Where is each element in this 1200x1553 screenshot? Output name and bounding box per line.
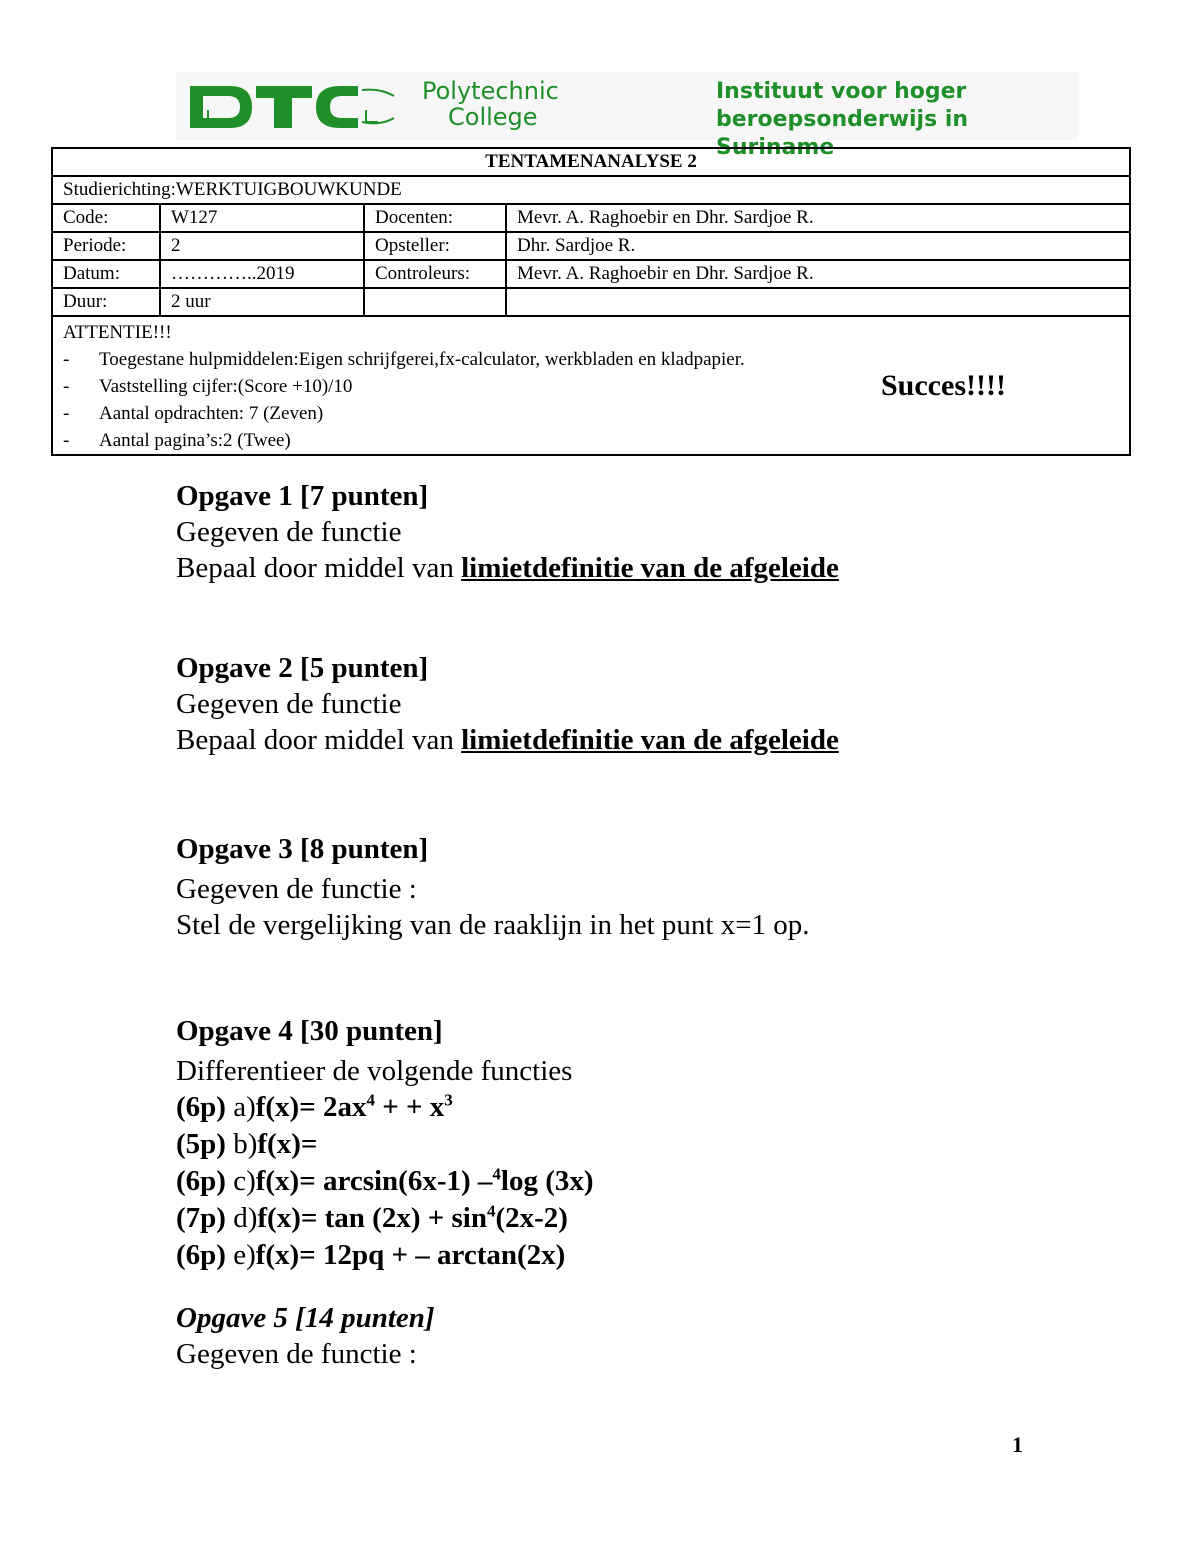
function-b: (5p) b)f(x)=	[176, 1128, 318, 1160]
opgave-text: Gegeven de functie :	[176, 1338, 417, 1370]
row-value2	[506, 288, 1130, 316]
row-label2: Opsteller:	[364, 232, 506, 260]
row-label2: Docenten:	[364, 204, 506, 232]
list-item: - Aantal opdrachten: 7 (Zeven)	[63, 403, 324, 424]
opgave-5	[176, 1300, 839, 1372]
row-value2: Mevr. A. Raghoebir en Dhr. Sardjoe R.	[506, 204, 1130, 232]
row-label2: Controleurs:	[364, 260, 506, 288]
function-d: (7p) $d)f(x)= \tan (2x) + \sin^4(2x-2)$	[176, 1201, 568, 1234]
college-line1: Polytechnic	[422, 77, 559, 105]
institute-line2: beroepsonderwijs in Suriname	[716, 107, 969, 160]
row-value: 2 uur	[160, 288, 364, 316]
opgave-text: Stel de vergelijking van de raaklijn in het punt x=1 op.	[176, 909, 810, 941]
row-label: Periode:	[52, 232, 160, 260]
exam-title: TENTAMENANALYSE 2	[52, 148, 1130, 176]
opgave-heading: Opgave 4 [30 punten]	[176, 1015, 443, 1047]
function-c: (6p) c)f(x)= arcsin(6x-1) –$^4$log (3x)	[176, 1164, 594, 1197]
row-value: 2	[160, 232, 364, 260]
opgave-3	[176, 831, 839, 943]
list-item: - Aantal pagina’s:2 (Twee)	[63, 430, 291, 451]
function-e: (6p) e)f(x)= 12pq + – arctan(2x)	[176, 1239, 566, 1271]
row-label2	[364, 288, 506, 316]
studierichting: Studierichting:WERKTUIGBOUWKUNDE	[52, 176, 1130, 204]
exam-info-table	[51, 147, 1131, 456]
attentie-block	[52, 316, 1130, 455]
list-item: - Toegestane hulpmiddelen:Eigen schrijfgerei,fx-calculator, werkbladen en kladpapier.	[63, 349, 745, 370]
college-name	[422, 78, 559, 130]
opgave-text: Gegeven de functie	[176, 688, 402, 720]
opgave-heading: Opgave 2 [5 punten]	[176, 652, 429, 684]
row-value: …………..2019	[160, 260, 364, 288]
opgave-2	[176, 650, 839, 758]
row-value2: Dhr. Sardjoe R.	[506, 232, 1130, 260]
function-a: (6p) $a)f(x)= 2ax^4$ + + $x^3$	[176, 1090, 453, 1123]
attentie-heading: ATTENTIE!!!	[63, 322, 172, 343]
opgave-4	[176, 1013, 839, 1274]
college-line2: College	[448, 103, 538, 131]
row-label: Duur:	[52, 288, 160, 316]
row-label: Code:	[52, 204, 160, 232]
row-label: Datum:	[52, 260, 160, 288]
opgave-1	[176, 478, 839, 586]
table-row	[52, 204, 1130, 232]
opgave-text: Gegeven de functie :	[176, 873, 417, 905]
opgave-text: Differentieer de volgende functies	[176, 1055, 573, 1087]
table-row	[52, 232, 1130, 260]
page-number: 1	[1012, 1432, 1023, 1457]
opgave-heading: Opgave 5 [14 punten]	[176, 1302, 435, 1334]
succes-text: Succes!!!!	[881, 369, 1006, 402]
opgave-text: Bepaal door middel van limietdefinitie van de afgeleide	[176, 724, 839, 756]
opgave-heading: Opgave 1 [7 punten]	[176, 480, 429, 512]
dtc-logo	[190, 84, 408, 130]
opgave-text: Bepaal door middel van limietdefinitie van de afgeleide	[176, 552, 839, 584]
table-row	[52, 260, 1130, 288]
opgave-heading: Opgave 3 [8 punten]	[176, 833, 429, 865]
header-banner	[176, 72, 1078, 160]
list-item: - Vaststelling cijfer:(Score +10)/10	[63, 376, 353, 397]
institute-line1: Instituut voor hoger	[716, 79, 967, 104]
table-row	[52, 288, 1130, 316]
row-value2: Mevr. A. Raghoebir en Dhr. Sardjoe R.	[506, 260, 1130, 288]
row-value: W127	[160, 204, 364, 232]
opgave-text: Gegeven de functie	[176, 516, 402, 548]
exam-content	[176, 478, 839, 1372]
